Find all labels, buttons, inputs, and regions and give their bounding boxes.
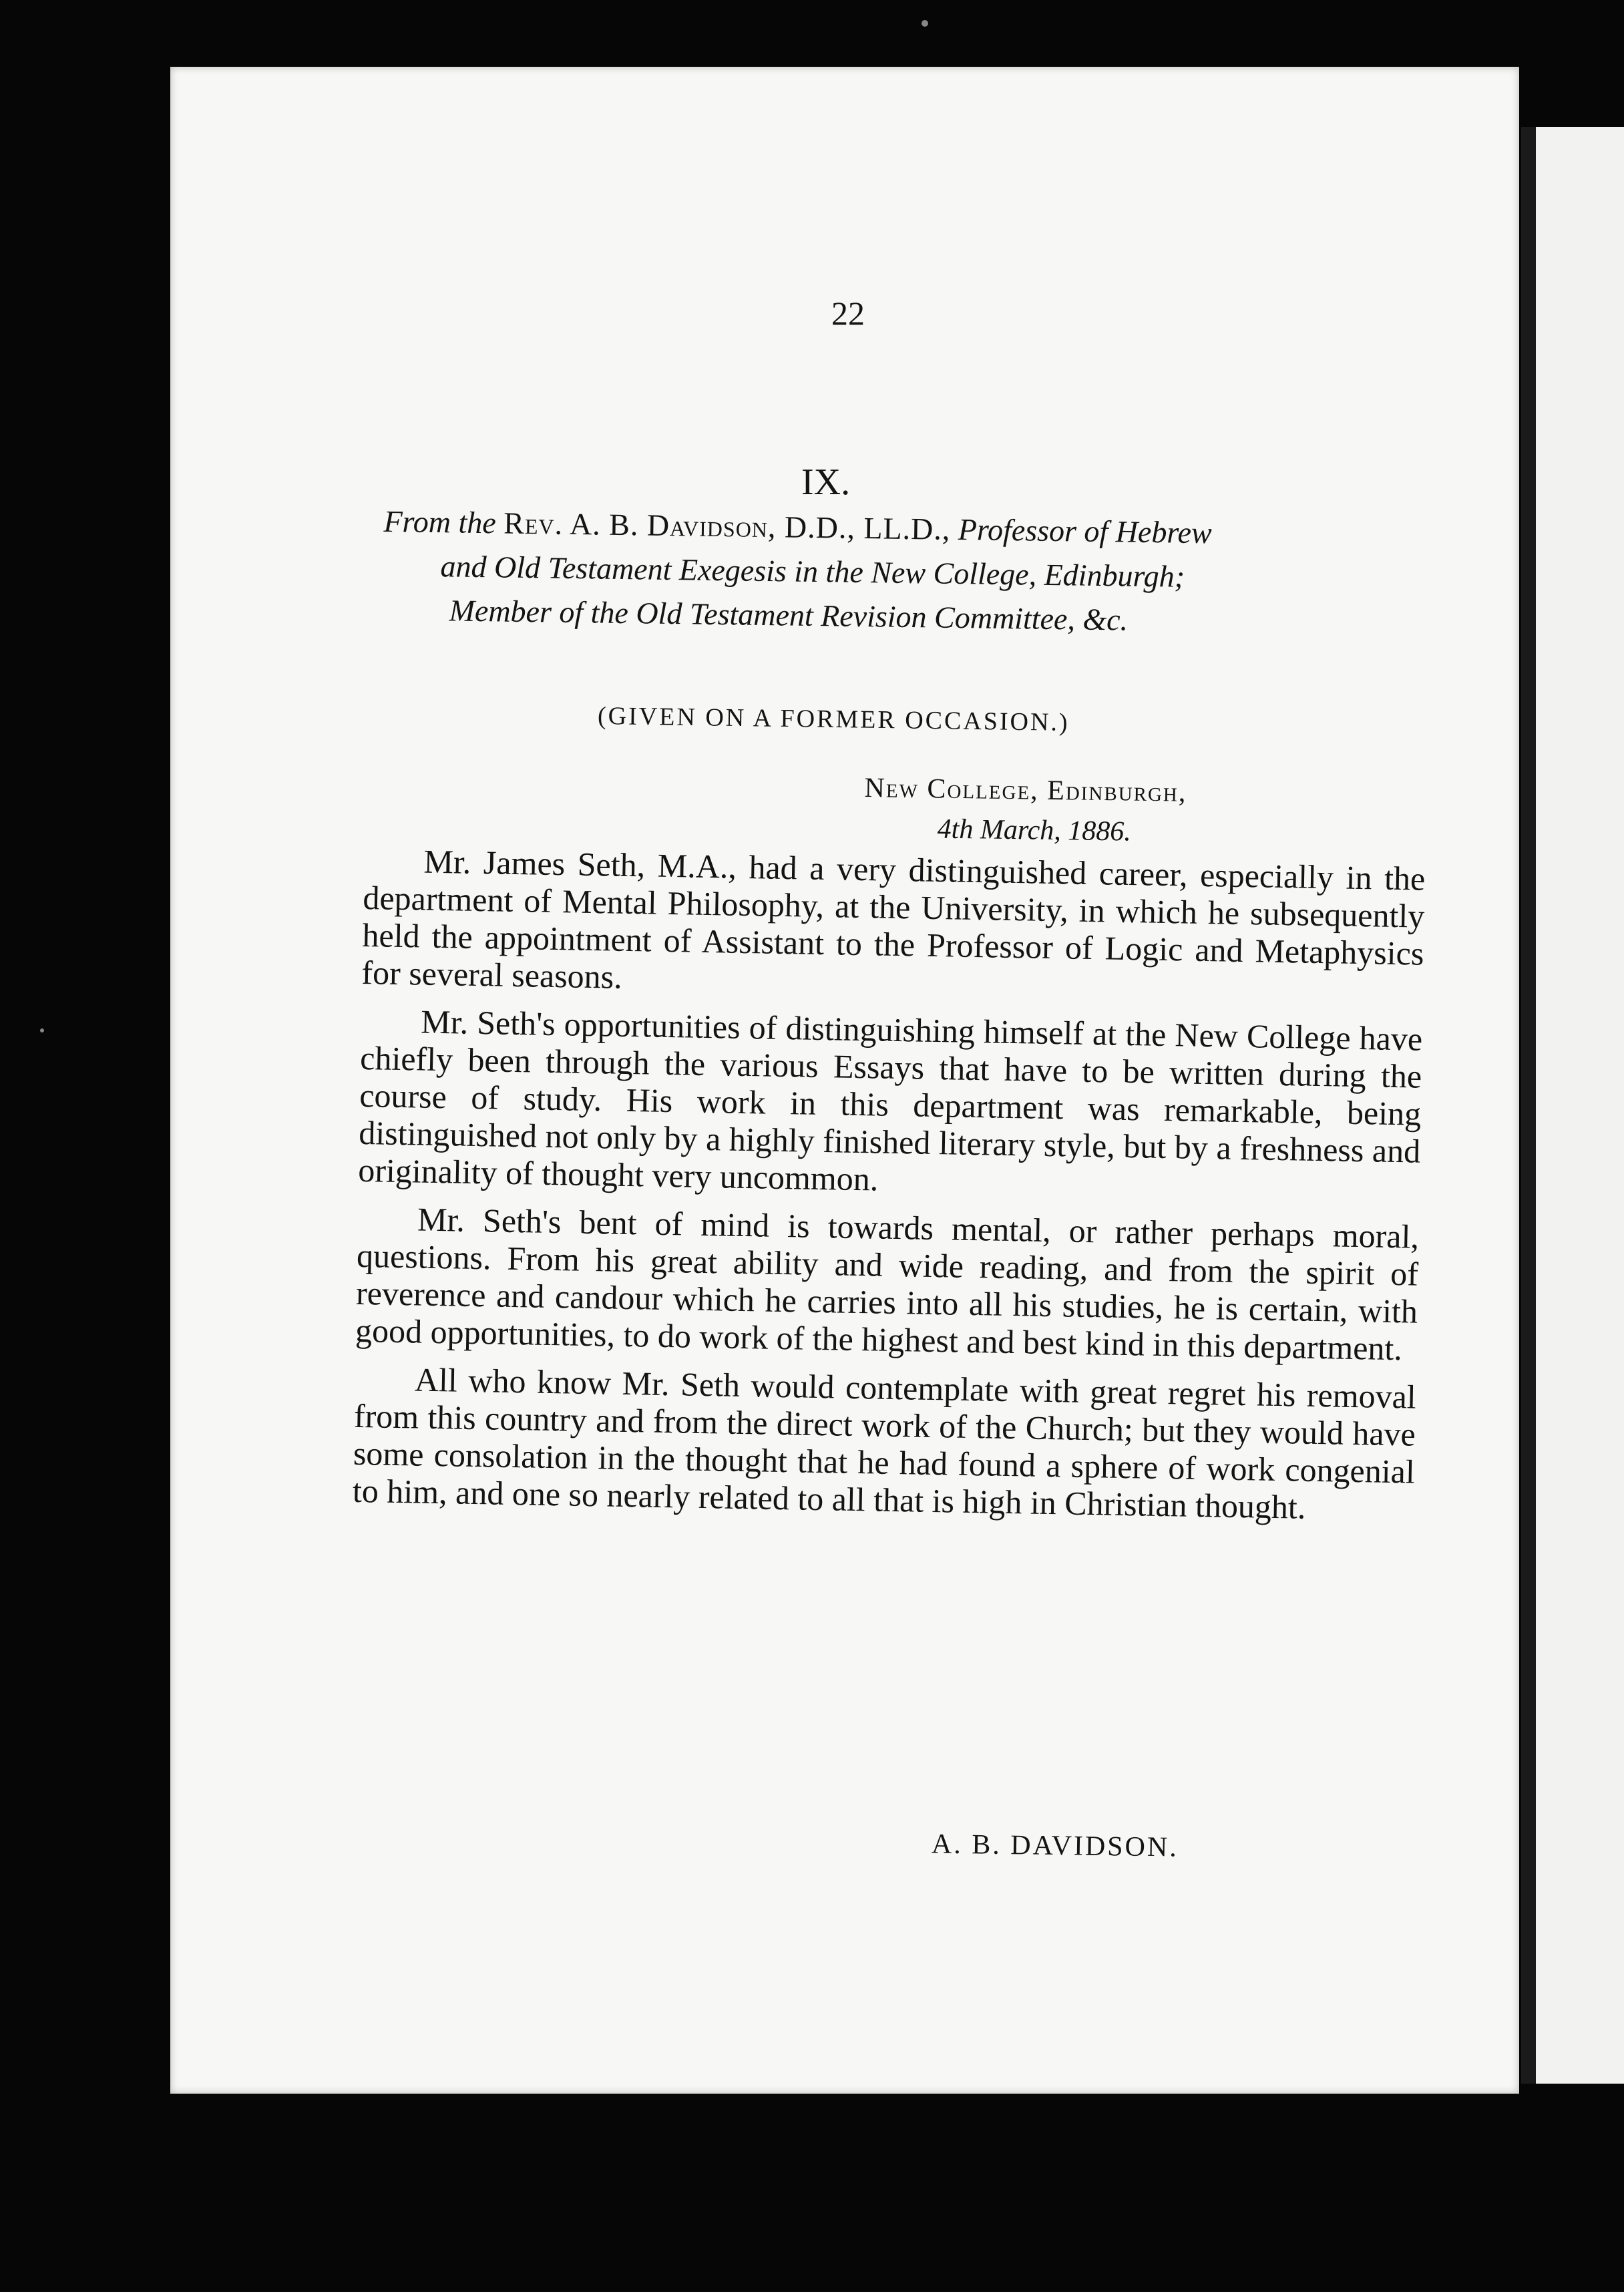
heading-line-2: and Old Testament Exegesis in the New College, Edinburgh; xyxy=(440,549,1185,594)
letter-body xyxy=(352,841,1425,1539)
page-number: 22 xyxy=(831,295,865,332)
letter-date: 4th March, 1886. xyxy=(937,813,1132,847)
signature: A. B. DAVIDSON. xyxy=(931,1829,1179,1863)
body-paragraph-3: Mr. Seth's bent of mind is towards mental, or rather perhaps moral, questions. From his great ability and wide reading, and from the spirit of reverence and candour which he carries into all his studies, he is certain, with good opportunities, to do work of the highest and best kind in this department. xyxy=(355,1200,1420,1368)
body-paragraph-2: Mr. Seth's opportunities of distinguishing himself at the New College have chiefly been through the various Essays that have to be written during the course of study. His work in this department was remarkable, being distinguished not only by a highly finished literary style, but by a freshness and originality of thought very uncommon. xyxy=(357,1002,1423,1198)
heading-lead: From the xyxy=(383,504,497,540)
body-paragraph-4: All who know Mr. Seth would contemplate with great regret his removal from this country and from the direct work of the Church; but they would have some consolation in the thought that he had found a sphere of work congenial to him, and one so nearly related to all that is high in Christian thought. xyxy=(352,1360,1417,1526)
page-content xyxy=(170,67,1519,2094)
heading-line-3: Member of the Old Testament Revision Committee, &c. xyxy=(449,593,1129,637)
letter-heading xyxy=(382,500,1466,647)
occasion-note: (GIVEN ON A FORMER OCCASION.) xyxy=(597,702,1070,737)
letter-address xyxy=(863,768,1187,853)
section-number: IX. xyxy=(801,461,851,503)
dust-speck xyxy=(40,1028,44,1032)
address-line: New College, Edinburgh, xyxy=(864,772,1187,808)
adjacent-page-edge xyxy=(1521,127,1624,2084)
body-paragraph-1: Mr. James Seth, M.A., had a very distinguished career, especially in the department of Mental Philosophy, at the University, in which he subsequently held the appointment of Assistant to the Professor of Logic and Metaphysics for several seasons. xyxy=(361,842,1426,996)
author-title: Professor of Hebrew xyxy=(958,512,1213,550)
dust-speck xyxy=(922,20,928,27)
author-name: Rev. A. B. Davidson, D.D., LL.D., xyxy=(503,506,951,546)
document-page xyxy=(170,67,1519,2094)
